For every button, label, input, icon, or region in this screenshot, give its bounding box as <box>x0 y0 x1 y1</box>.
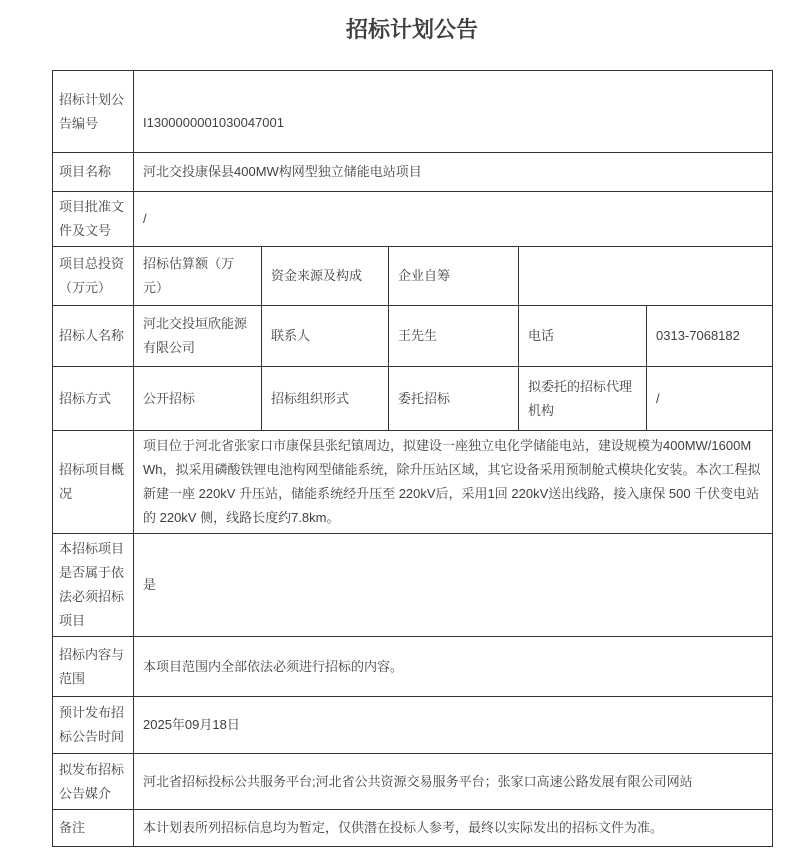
announce-time-label: 预计发布招标公告时间 <box>53 697 134 754</box>
scope-value: 本项目范围内全部依法必须进行招标的内容。 <box>134 637 773 697</box>
project-overview-value: 项目位于河北省张家口市康保县张纪镇周边，拟建设一座独立电化学储能电站，建设规模为400MW/1600MWh，拟采用磷酸铁锂电池构网型储能系统，除升压站区域，其它设备采用预制舱式模块化安装。本次工程拟新建一座 220kV 升压站，储能系统经升压至 220kV后，采用1回 220kV送出线路，接入康保 500 千伏变电站的 220kV 侧，线路长度约7.8km。 <box>134 431 773 534</box>
phone-label: 电话 <box>519 306 647 367</box>
funding-source-value: 企业自筹 <box>389 247 519 306</box>
estimate-amount-label: 招标估算额（万元） <box>134 247 262 306</box>
contact-person-label: 联系人 <box>262 306 389 367</box>
project-name-label: 项目名称 <box>53 153 134 192</box>
table-row-investment <box>53 247 773 306</box>
media-value: 河北省招标投标公共服务平台;河北省公共资源交易服务平台；张家口高速公路发展有限公司网站 <box>134 754 773 810</box>
plan-number-value: I1300000001030047001 <box>134 71 773 153</box>
organization-form-value: 委托招标 <box>389 367 519 431</box>
page-title: 招标计划公告 <box>345 17 478 42</box>
approval-doc-label: 项目批准文件及文号 <box>53 192 134 247</box>
phone-value: 0313-7068182 <box>647 306 773 367</box>
scope-label: 招标内容与范围 <box>53 637 134 697</box>
project-overview-label: 招标项目概况 <box>53 431 134 534</box>
tenderer-name-value: 河北交投垣欣能源有限公司 <box>134 306 262 367</box>
table-row-announce-time <box>53 697 773 754</box>
tender-plan-table <box>52 70 773 847</box>
table-row-project-name <box>53 153 773 192</box>
approval-doc-value: / <box>134 192 773 247</box>
funding-source-label: 资金来源及构成 <box>262 247 389 306</box>
must-tender-label: 本招标项目是否属于依法必须招标项目 <box>53 534 134 637</box>
tenderer-label: 招标人名称 <box>53 306 134 367</box>
remark-label: 备注 <box>53 810 134 847</box>
agency-value: / <box>647 367 773 431</box>
title-bar <box>52 0 772 70</box>
contact-person-value: 王先生 <box>389 306 519 367</box>
remark-value: 本计划表所列招标信息均为暂定，仅供潜在投标人参考，最终以实际发出的招标文件为准。 <box>134 810 773 847</box>
table-row-project-overview <box>53 431 773 534</box>
must-tender-value: 是 <box>134 534 773 637</box>
tender-method-label: 招标方式 <box>53 367 134 431</box>
project-name-value: 河北交投康保县400MW构网型独立储能电站项目 <box>134 153 773 192</box>
table-row-tenderer <box>53 306 773 367</box>
table-row-must-tender <box>53 534 773 637</box>
table-row-remark <box>53 810 773 847</box>
investment-label: 项目总投资（万元） <box>53 247 134 306</box>
plan-number-label: 招标计划公告编号 <box>53 71 134 153</box>
agency-label: 拟委托的招标代理机构 <box>519 367 647 431</box>
table-row-plan-number <box>53 71 773 153</box>
investment-extra-cell <box>519 247 773 306</box>
table-row-media <box>53 754 773 810</box>
table-row-approval-doc <box>53 192 773 247</box>
tender-method-value: 公开招标 <box>134 367 262 431</box>
organization-form-label: 招标组织形式 <box>262 367 389 431</box>
table-row-tender-method <box>53 367 773 431</box>
media-label: 拟发布招标公告媒介 <box>53 754 134 810</box>
announce-time-value: 2025年09月18日 <box>134 697 773 754</box>
table-row-scope <box>53 637 773 697</box>
